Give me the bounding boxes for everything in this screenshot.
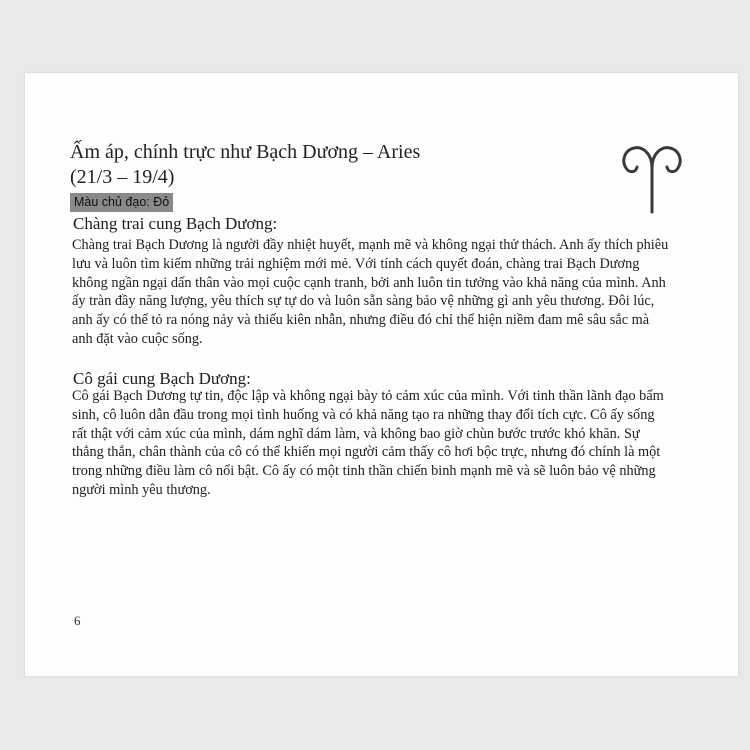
male-section-paragraph: Chàng trai Bạch Dương là người đầy nhiệt huyết, mạnh mẽ và không ngại thử thách. Anh ấy thích phiêu lưu và luôn tìm kiếm những trải nghiệm mới mẻ. Với tính cách quyết đoán, chàng trai Bạch Dương không ngần ngại dấn thân vào mọi cuộc cạnh tranh, bởi anh luôn tin tưởng vào khả năng của mình. Anh ấy tràn đầy năng lượng, yêu thích sự tự do và luôn sẵn sàng bảo vệ những gì anh yêu thương. Đôi lúc, anh ấy có thể tỏ ra nóng nảy và thiếu kiên nhẫn, nhưng điều đó chỉ thể hiện niềm đam mê sâu sắc mà anh đặt vào cuộc sống. [72,237,669,347]
title-line-1: Ấm áp, chính trực như Bạch Dương – Aries [70,141,421,163]
male-section-heading: Chàng trai cung Bạch Dương: [73,214,278,233]
page-title [70,140,420,190]
female-section-heading: Cô gái cung Bạch Dương: [73,369,251,388]
main-color-badge: Màu chủ đạo: Đỏ [70,193,173,212]
female-section-paragraph: Cô gái Bạch Dương tự tin, độc lập và không ngại bày tỏ cảm xúc của mình. Với tinh thần lãnh đạo bẩm sinh, cô luôn dẫn đầu trong mọi tình huống và có khả năng tạo ra những thay đổi tích cực. Cô ấy sống rất thật với cảm xúc của mình, dám nghĩ dám làm, và không bao giờ chùn bước trước khó khăn. Sự thẳng thắn, chân thành của cô có thể khiến mọi người cảm thấy cô hơi bộc trực, nhưng đó chính là một trong những điều làm cô nổi bật. Cô ấy có một tinh thần chiến binh mạnh mẽ và sẽ luôn bảo vệ những người mình yêu thương. [72,388,664,498]
title-line-2: (21/3 – 19/4) [70,166,175,188]
aries-zodiac-icon [616,140,688,215]
page-number: 6 [74,613,81,628]
